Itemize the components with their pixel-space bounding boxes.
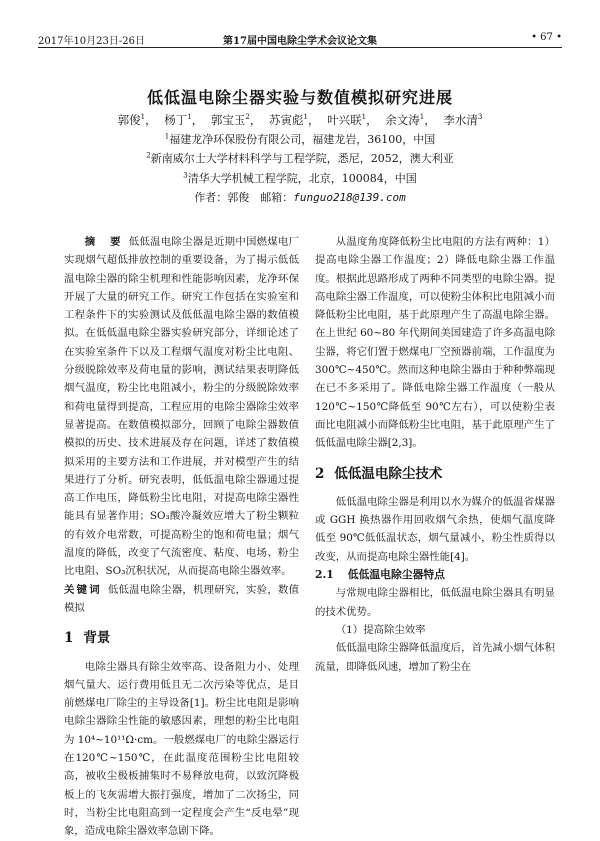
paper-title: 低低温电除尘器实验与数值模拟研究进展 (146, 88, 453, 107)
keywords (64, 581, 299, 618)
left-column (64, 233, 299, 841)
author: 叶兴联$^1$ (327, 113, 367, 127)
author-email: funguo218@139.com (293, 191, 406, 204)
author: 李水清$^3$ (443, 113, 483, 127)
header-conference-name: 第17届中国电除尘学术会议论文集 (223, 36, 377, 47)
section-1-text: 电除尘器具有除尘效率高、设备阻力小、处理烟气量大、运行费用低且无二次污染等优点，是目前燃煤电厂除尘的主导设备[1]。粉尘比电阻是影响电除尘器除尘性能的敏感因素，理想的粉尘比电阻为 10⁴~10¹¹Ω·cm。一般燃煤电厂的电除尘器运行在120℃~150℃，在此温度范围粉尘比电阻较高，被收尘极板捕集时不易释放电荷，以致沉降极板上的飞灰需增大振打强度，增加了二次扬尘，同时，当粉尘比电阻高到一定程度会产生“反电晕”现象，造成电除尘器效率急剧下降。 (64, 660, 299, 838)
abstract-text: 低低温电除尘器是近期中国燃煤电厂实现烟气超低排放控制的重要设备，为了揭示低低温电除尘器的除尘机理和性能影响因素，龙净环保开展了大量的研究工作。研究工作包括在实验室和工程条件下的实验测试及低低温电除尘器的数值模拟。在低低温电除尘器实验研究部分，详细论述了在实验室条件下以及工程烟气温度对粉尘比电阻、分级脱除效率及荷电量的影响，测试结果表明降低烟气温度，粉尘比电阻减小，粉尘的分级脱除效率和荷电量得到提高，工程应用的电除尘器除尘效率显著提高。在数值模拟部分，回顾了电除尘器数值模拟的历史、技术进展及存在问题，详述了数值模拟采用的主要方法和工作进展，并对模型产生的结果进行了分析。研究表明，低低温电除尘器通过提高工作电压，降低粉尘比电阻，对提高电除尘器性能具有显著作用；SO₃酸冷凝效应增大了粉尘颗粒的有效介电常数，可提高粉尘的饱和荷电量；烟气温度的降低，改变了气流密度、粘度、电场、粉尘比电阻、SO₃沉积状况，从而提高电除尘器效率。 (64, 236, 299, 578)
author: 余文涛$^1$ (385, 113, 425, 127)
section-2-1-text: 与常规电除尘器相比，低低温电除尘器具有明显的技术优势。 (315, 587, 555, 618)
item-1-title: （1）提高除尘效率 (335, 623, 426, 636)
section-2-heading: 2 低低温电除尘技术 (315, 465, 443, 482)
affiliation-2: $^2$新南威尔士大学材料科学与工程学院，悉尼，2052，澳大利亚 (146, 151, 454, 165)
abstract (64, 233, 299, 581)
contact-line (0, 189, 600, 205)
author: 郭宝玉$^2$ (210, 113, 250, 127)
paragraph-2: 从温度角度降低粉尘比电阻的方法有两种：1）提高电除尘器工作温度；2）降低电除尘器工作温度。根据此思路形成了两种不同类型的电除尘器。提高电除尘器工作温度，可以使粉尘体积比电阻减小而降低粉尘比电阻，基于此原理产生了高温电除尘器。在上世纪 60~80 年代期间美国建造了许多高温电除尘器，将它们置于燃煤电厂空预器前端，工作温度为 300℃~450℃。然而这种电除尘器由于种种弊端现在已不多采用了。降低电除尘器工作温度（一般从 120℃~150℃降低至 90℃左右），可以使粉尘表面比电阻减小而降低粉尘比电阻，基于此原理产生了低低温电除尘器[2,3]。 (315, 236, 555, 450)
keywords-label: 关键词 (64, 583, 102, 596)
affiliation-1: $^1$福建龙净环保股份有限公司，福建龙岩，36100，中国 (164, 132, 436, 146)
header-rule (38, 47, 562, 48)
right-column (315, 233, 555, 676)
section-2-text: 低低温电除尘器是利用以水为媒介的低温省煤器或 GGH 换热器作用回收烟气余热，使烟气温度降低至 90℃低低温状态，烟气量减小，粉尘性质得以改变，从而提高电除尘器性能[4]。 (315, 495, 555, 563)
contact-label: 作者：郭俊 邮箱： (194, 191, 294, 204)
item-1-text: 低低温电除尘器降低温度后，首先减小烟气体积流量，即降低风速，增加了粉尘在 (315, 642, 555, 673)
abstract-label: 摘 要 (84, 236, 123, 248)
running-header (38, 32, 562, 46)
header-page-number: • 67 • (531, 32, 562, 43)
author: 苏寅彪$^1$ (269, 113, 308, 127)
author-list: 郭俊$^1$， 杨丁$^1$， 郭宝玉$^2$， 苏寅彪$^1$， 叶兴联$^1$， 余文涛$^1$， 李水清$^3$ (117, 113, 483, 127)
keywords-text: 低低温电除尘器，机理研究，实验，数值模拟 (64, 583, 300, 614)
author: 郭俊$^1$ (117, 113, 146, 127)
affiliation-3: $^3$清华大学机械工程学院，北京，100084，中国 (183, 171, 417, 185)
section-1-heading: 1 背景 (64, 630, 111, 647)
section-2-1-heading: 2.1 低低温电除尘器特点 (315, 568, 445, 582)
header-date: 2017年10月23日-26日 (38, 36, 146, 47)
author: 杨丁$^1$ (164, 113, 192, 127)
